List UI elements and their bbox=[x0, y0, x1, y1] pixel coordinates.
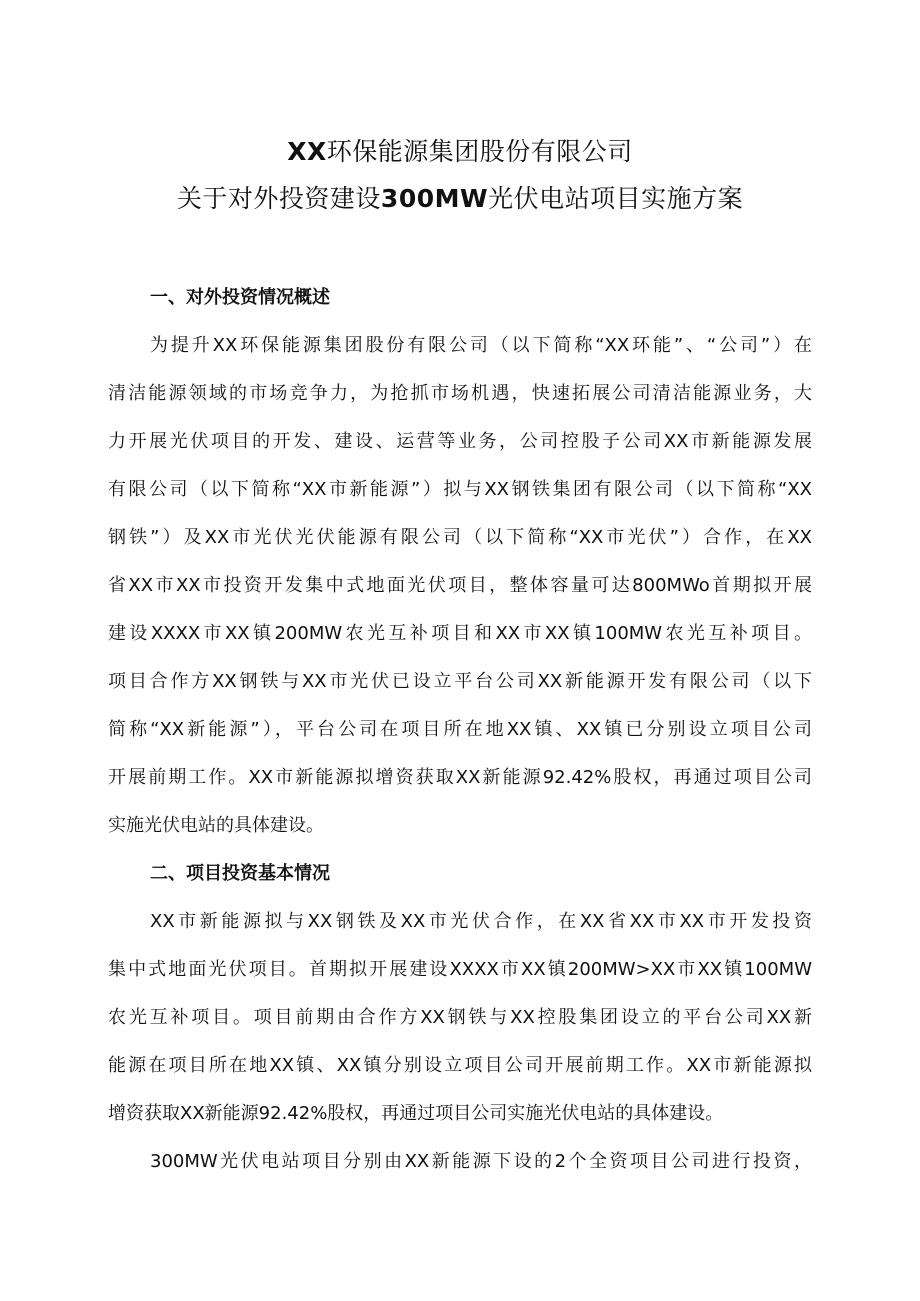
paragraph-line: 为提升XX环保能源集团股份有限公司（以下简称“XX环能”、“公司”）在 bbox=[150, 335, 812, 356]
paragraph-line: 省XX市XX市投资开发集中式地面光伏项目，整体容量可达800MWo首期拟开展 bbox=[108, 575, 812, 596]
paragraph-line: 简称“XX新能源”），平台公司在项目所在地XX镇、XX镇已分别设立项目公司 bbox=[108, 719, 812, 740]
paragraph-line: 有限公司（以下简称“XX市新能源”）拟与XX钢铁集团有限公司（以下简称“XX bbox=[108, 479, 812, 500]
document-body bbox=[108, 274, 812, 1186]
section-1-heading: 一、对外投资情况概述 bbox=[150, 287, 330, 308]
paragraph-line: 能源在项目所在地XX镇、XX镇分别设立项目公司开展前期工作。XX市新能源拟 bbox=[108, 1055, 812, 1076]
paragraph-line: 300MW光伏电站项目分别由XX新能源下设的2个全资项目公司进行投资， bbox=[150, 1151, 812, 1172]
paragraph-line: XX市新能源拟与XX钢铁及XX市光伏合作，在XX省XX市XX市开发投资 bbox=[150, 911, 812, 932]
document-title bbox=[0, 128, 920, 222]
paragraph-line: 增资获取XX新能源92.42%股权，再通过项目公司实施光伏电站的具体建设。 bbox=[108, 1103, 724, 1124]
section-2-paragraph-2 bbox=[108, 1138, 812, 1186]
title-line-2: 关于对外投资建设300MW光伏电站项目实施方案 bbox=[176, 184, 744, 213]
paragraph-line: 集中式地面光伏项目。首期拟开展建设XXXX市XX镇200MW>XX市XX镇100MW bbox=[108, 959, 812, 980]
paragraph-line: 建设XXXX市XX镇200MW农光互补项目和XX市XX镇100MW农光互补项目。 bbox=[108, 623, 812, 644]
paragraph-line: 农光互补项目。项目前期由合作方XX钢铁与XX控股集团设立的平台公司XX新 bbox=[108, 1007, 812, 1028]
paragraph-line: 项目合作方XX钢铁与XX市光伏已设立平台公司XX新能源开发有限公司（以下 bbox=[108, 671, 812, 692]
paragraph-line: 实施光伏电站的具体建设。 bbox=[108, 815, 324, 836]
title-line-1: XX环保能源集团股份有限公司 bbox=[287, 137, 633, 166]
paragraph-line: 力开展光伏项目的开发、建设、运营等业务，公司控股子公司XX市新能源发展 bbox=[108, 431, 812, 452]
paragraph-line: 钢铁”）及XX市光伏光伏能源有限公司（以下简称“XX市光伏”）合作，在XX bbox=[108, 527, 812, 548]
paragraph-line: 开展前期工作。XX市新能源拟增资获取XX新能源92.42%股权，再通过项目公司 bbox=[108, 767, 812, 788]
section-1-paragraph bbox=[108, 322, 812, 850]
paragraph-line: 清洁能源领域的市场竞争力，为抢抓市场机遇，快速拓展公司清洁能源业务，大 bbox=[108, 383, 812, 404]
section-2-heading: 二、项目投资基本情况 bbox=[150, 863, 330, 884]
section-2-paragraph-1 bbox=[108, 898, 812, 1138]
